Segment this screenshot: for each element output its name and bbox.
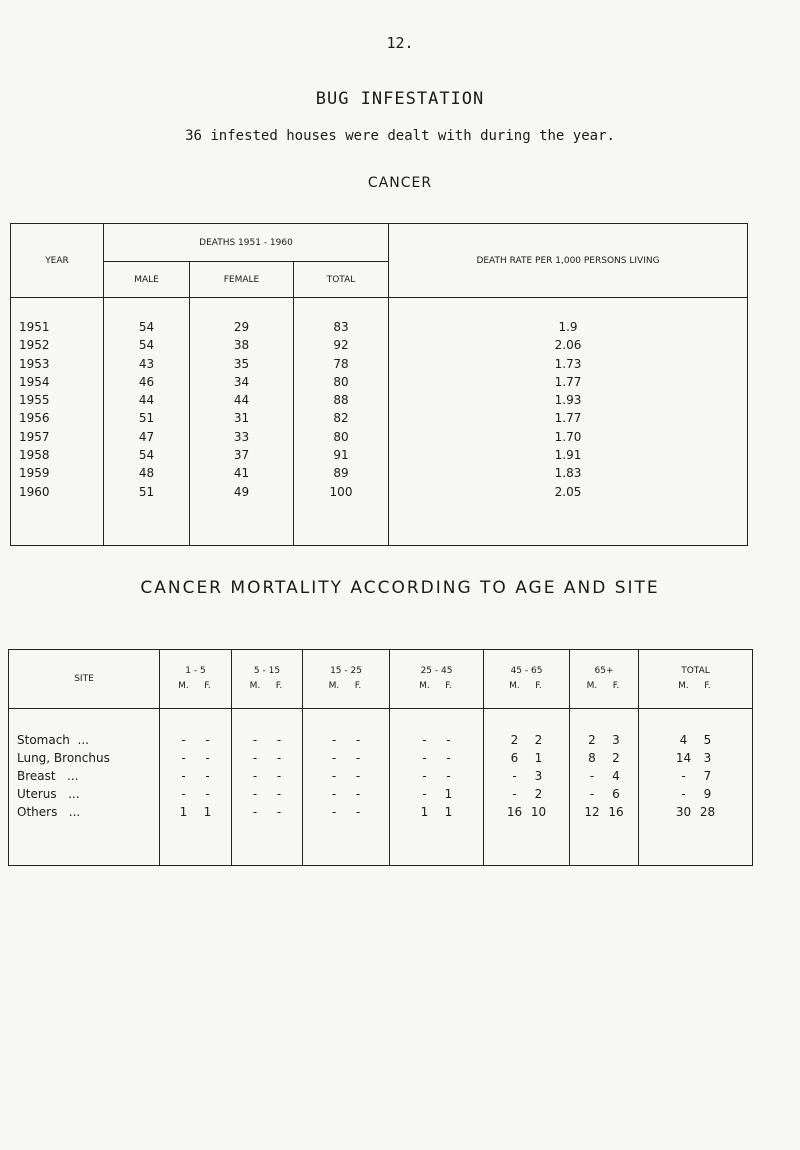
age-cell [570,767,639,785]
rate-cell: 1.83 [389,464,748,482]
male-label: M. [419,681,430,691]
age-group-header [160,650,232,709]
age-group-header [484,650,570,709]
male-count: 2 [510,733,519,747]
female-label: F. [445,681,452,691]
female-count: 28 [699,805,716,819]
year-cell: 1953 [11,355,104,373]
female-count: 1 [444,805,453,819]
female-cell: 34 [190,373,294,391]
age-group-header [232,650,303,709]
female-count: - [355,805,361,819]
female-count: - [276,787,282,801]
total-cell: 88 [294,391,389,409]
total-cell: 92 [294,336,389,354]
female-count: - [446,769,451,783]
cancer-heading: CANCER [367,175,433,191]
male-count: 16 [506,805,523,819]
female-count: 2 [612,751,620,765]
female-count: 1 [534,751,543,765]
age-cell [160,709,232,750]
female-count: - [446,751,451,765]
female-count: - [205,787,210,801]
age-group-header [570,650,639,709]
female-count: 4 [612,769,620,783]
rate-cell: 1.77 [389,373,748,391]
year-row [11,373,748,391]
site-row [9,709,753,750]
male-count: - [181,733,186,747]
rate-cell: 1.9 [389,298,748,337]
age-cell [390,803,484,821]
age-cell [232,767,303,785]
age-cell [570,803,639,821]
age-group-header [639,650,753,709]
age-cell [390,785,484,803]
year-row [11,336,748,354]
year-cell: 1958 [11,446,104,464]
age-cell [160,749,232,767]
female-cell: 37 [190,446,294,464]
female-count: 5 [703,733,712,747]
year-header: YEAR [11,224,104,298]
year-row [11,355,748,373]
male-count: - [512,787,517,801]
mortality-body [9,709,753,866]
total-cell: 100 [294,483,389,501]
rate-cell: 1.77 [389,409,748,427]
female-count: - [205,733,210,747]
female-label: F. [535,681,542,691]
age-cell [484,749,570,767]
total-cell: 80 [294,428,389,446]
female-count: - [446,733,451,747]
male-count: 2 [588,733,596,747]
age-cell [303,767,390,785]
rate-cell: 2.06 [389,336,748,354]
male-cell: 46 [104,373,190,391]
age-cell [484,785,570,803]
site-row [9,767,753,785]
site-cell: Stomach ... [9,709,160,750]
male-count: - [681,769,686,783]
age-cell [390,767,484,785]
female-count: - [276,751,282,765]
age-group-label: 25 - 45 [420,666,453,676]
page-number: 12. [386,34,414,52]
site-cell: Breast ... [9,767,160,785]
male-count: - [252,733,258,747]
year-cell: 1955 [11,391,104,409]
male-count: 1 [179,805,188,819]
male-cell: 51 [104,483,190,501]
age-group-label: 5 - 15 [253,666,281,676]
age-cell [639,709,753,750]
year-cell: 1954 [11,373,104,391]
year-cell: 1959 [11,464,104,482]
age-cell [303,749,390,767]
male-count: - [331,769,337,783]
year-cell: 1951 [11,298,104,337]
female-label: F. [704,681,711,691]
male-cell: 54 [104,446,190,464]
total-cell: 89 [294,464,389,482]
female-count: 1 [203,805,212,819]
male-count: - [422,733,427,747]
female-count: - [355,733,361,747]
male-count: - [252,805,258,819]
bug-infestation-text: 36 infested houses were dealt with during the year. [185,128,615,144]
female-label: F. [354,681,362,691]
female-count: 16 [608,805,624,819]
sex-labels [570,679,638,694]
male-count: 30 [675,805,692,819]
male-count: 1 [420,805,429,819]
male-count: 6 [510,751,519,765]
male-count: - [181,751,186,765]
female-count: - [276,805,282,819]
male-count: - [252,769,258,783]
female-count: 9 [703,787,712,801]
rate-cell: 1.70 [389,428,748,446]
deaths-header: DEATHS 1951 - 1960 [104,224,389,262]
age-cell [484,803,570,821]
female-label: F. [612,681,620,691]
age-cell [639,785,753,803]
age-cell [570,709,639,750]
site-row [9,749,753,767]
male-cell: 51 [104,409,190,427]
female-cell: 31 [190,409,294,427]
age-group-label: 45 - 65 [510,666,543,676]
female-header: FEMALE [190,262,294,298]
site-row [9,803,753,821]
male-cell: 47 [104,428,190,446]
female-count: 3 [534,769,543,783]
year-row [11,446,748,464]
total-cell: 80 [294,373,389,391]
age-group-label: 1 - 5 [185,666,206,676]
female-count: 10 [530,805,547,819]
age-cell [303,785,390,803]
male-count: 14 [675,751,692,765]
total-cell: 83 [294,298,389,337]
age-cell [390,749,484,767]
female-count: 2 [534,733,543,747]
female-label: F. [204,681,211,691]
male-count: - [331,805,337,819]
female-cell: 44 [190,391,294,409]
site-cell: Others ... [9,803,160,821]
age-group-label: 15 - 25 [330,666,362,676]
rate-cell: 1.93 [389,391,748,409]
male-count: - [422,769,427,783]
cancer-deaths-table [10,223,748,546]
male-label: M. [509,681,520,691]
male-count: - [181,769,186,783]
male-count: - [181,787,186,801]
female-cell: 49 [190,483,294,501]
male-count: - [589,769,595,783]
female-count: - [276,769,282,783]
sex-labels [484,679,569,694]
site-header: SITE [9,650,160,709]
rate-cell: 2.05 [389,483,748,501]
year-cell: 1960 [11,483,104,501]
age-group-label: 65+ [594,666,614,676]
year-row [11,428,748,446]
age-cell [303,709,390,750]
male-cell: 54 [104,336,190,354]
male-label: M. [586,681,598,691]
sex-labels [303,679,389,694]
male-count: 8 [588,751,596,765]
female-count: - [355,787,361,801]
female-count: 1 [444,787,453,801]
male-header: MALE [104,262,190,298]
male-cell: 48 [104,464,190,482]
male-cell: 54 [104,298,190,337]
age-cell [160,767,232,785]
age-cell [570,785,639,803]
female-label: F. [275,681,283,691]
female-cell: 33 [190,428,294,446]
male-count: - [252,787,258,801]
site-row [9,785,753,803]
year-row [11,391,748,409]
female-cell: 35 [190,355,294,373]
male-count: - [422,751,427,765]
total-cell: 78 [294,355,389,373]
year-cell: 1952 [11,336,104,354]
year-row [11,483,748,501]
total-header: TOTAL [294,262,389,298]
age-cell [160,803,232,821]
sex-labels [639,679,752,694]
male-cell: 44 [104,391,190,409]
year-cell: 1957 [11,428,104,446]
age-group-label: TOTAL [681,666,710,676]
age-cell [303,803,390,821]
age-cell [390,709,484,750]
rate-cell: 1.73 [389,355,748,373]
age-cell [232,785,303,803]
death-rate-header: DEATH RATE PER 1,000 PERSONS LIVING [389,224,748,298]
total-cell: 91 [294,446,389,464]
rate-cell: 1.91 [389,446,748,464]
age-cell [232,749,303,767]
age-cell [232,709,303,750]
female-count: 7 [703,769,712,783]
male-count: - [252,751,258,765]
site-cell: Uterus ... [9,785,160,803]
female-count: - [205,751,210,765]
female-count: 3 [612,733,620,747]
male-label: M. [328,681,340,691]
female-count: - [276,733,282,747]
sex-labels [232,679,302,694]
age-cell [484,709,570,750]
mortality-heading: CANCER MORTALITY ACCORDING TO AGE AND SITE [140,578,660,598]
female-count: 6 [612,787,620,801]
male-count: - [331,787,337,801]
male-count: - [681,787,686,801]
female-count: - [205,769,210,783]
male-label: M. [678,681,689,691]
male-cell: 43 [104,355,190,373]
female-count: 3 [703,751,712,765]
male-count: - [331,733,337,747]
year-cell: 1956 [11,409,104,427]
female-cell: 29 [190,298,294,337]
age-cell [570,749,639,767]
age-cell [639,749,753,767]
female-cell: 41 [190,464,294,482]
year-row [11,298,748,337]
sex-labels [160,679,231,694]
cancer-deaths-body [11,298,748,546]
male-count: - [589,787,595,801]
female-count: - [355,769,361,783]
site-cell: Lung, Bronchus [9,749,160,767]
total-cell: 82 [294,409,389,427]
sex-labels [390,679,483,694]
age-cell [232,803,303,821]
female-count: 2 [534,787,543,801]
bug-infestation-heading: BUG INFESTATION [315,89,485,109]
male-label: M. [249,681,261,691]
age-cell [639,803,753,821]
male-count: 12 [584,805,600,819]
age-group-header [303,650,390,709]
age-cell [639,767,753,785]
female-count: - [355,751,361,765]
male-count: - [422,787,427,801]
male-label: M. [178,681,189,691]
male-count: 4 [679,733,688,747]
age-group-header [390,650,484,709]
male-count: - [512,769,517,783]
year-row [11,409,748,427]
age-cell [160,785,232,803]
year-row [11,464,748,482]
mortality-table [8,649,753,866]
male-count: - [331,751,337,765]
female-cell: 38 [190,336,294,354]
age-cell [484,767,570,785]
